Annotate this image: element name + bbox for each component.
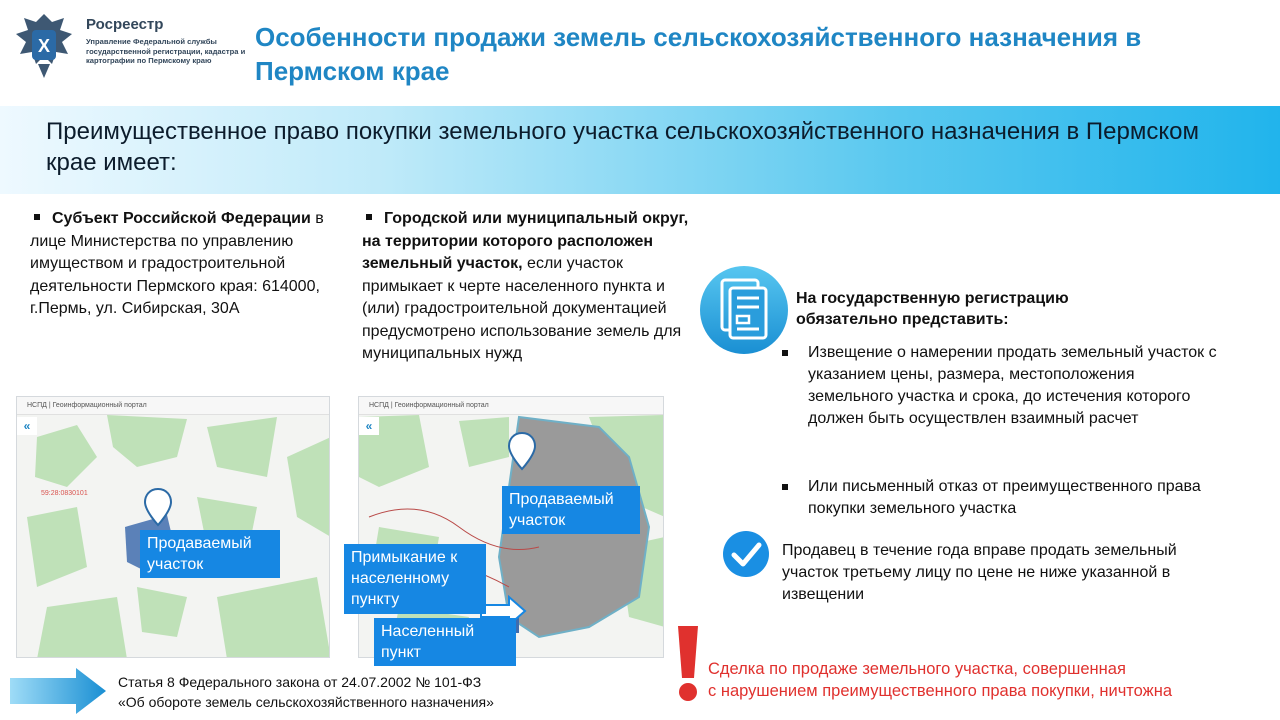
law-reference bbox=[118, 672, 638, 712]
law-reference-line-1: Статья 8 Федерального закона от 24.07.2002 № 101-ФЗ bbox=[118, 674, 482, 690]
registration-item-notice bbox=[782, 342, 1222, 430]
municipal-bold: Городской или муниципальный округ, на территории которого расположен земельный участок, bbox=[362, 210, 689, 272]
map-1-sale-label: Продаваемый участок bbox=[140, 530, 280, 578]
warning-line-2: с нарушением преимущественного права покупки, ничтожна bbox=[708, 682, 1172, 700]
subject-rf-bold: Субъект Российской Федерации bbox=[52, 210, 311, 227]
municipal-text: если участок примыкает к черте населенного пункта и (или) градостроительной документацией предусмотрено использование земель для муниципальных нужд bbox=[362, 255, 682, 362]
registration-item-text: Или письменный отказ от преимущественного права покупки земельного участка bbox=[808, 478, 1201, 517]
seller-text: Продавец в течение года вправе продать земельный участок третьему лицу по цене не ниже указанной в извещении bbox=[782, 542, 1177, 603]
warning-text bbox=[708, 658, 1268, 702]
map-2-pin-icon bbox=[507, 431, 537, 471]
map-1-pin-icon bbox=[143, 487, 173, 527]
registration-title: На государственную регистрацию обязательно представить: bbox=[796, 290, 1069, 328]
municipal-block bbox=[362, 208, 692, 366]
map-2-sale-label: Продаваемый участок bbox=[502, 486, 640, 534]
bullet-icon bbox=[366, 214, 372, 220]
arrow-right-icon bbox=[10, 668, 106, 714]
warning-line-1: Сделка по продаже земельного участка, совершенная bbox=[708, 660, 1126, 678]
bullet-icon bbox=[34, 214, 40, 220]
law-reference-line-2: «Об обороте земель сельскохозяйственного назначения» bbox=[118, 694, 494, 710]
map-2-collapse-button[interactable]: « bbox=[359, 417, 379, 435]
svg-text:Х: Х bbox=[37, 36, 51, 56]
map-2-portal-bar: НСПД | Геоинформационный портал bbox=[359, 397, 663, 415]
org-name: Росреестр bbox=[86, 16, 164, 33]
map-2-settlement-label: Населенный пункт bbox=[374, 618, 516, 666]
registration-item-text: Извещение о намерении продать земельный участок с указанием цены, размера, местоположения земельного участка и срока, до истечения которого должен быть осуществлен взаимный расчет bbox=[808, 344, 1217, 427]
map-1 bbox=[16, 396, 330, 658]
map-1-canvas bbox=[17, 397, 330, 658]
registration-item-refusal bbox=[782, 476, 1222, 520]
bullet-icon bbox=[782, 484, 788, 490]
banner-text: Преимущественное право покупки земельного участка сельскохозяйственного назначения в Пермском крае имеет: bbox=[46, 118, 1199, 176]
page-title: Особенности продажи земель сельскохозяйственного назначения в Пермском крае bbox=[255, 22, 1142, 86]
subject-rf-text: в лице Министерства по управлению имуществом и градостроительной деятельности Пермского края: 614000, г.Пермь, ул. Сибирская, 30А bbox=[30, 210, 324, 317]
map-2-adjacent-label: Примыкание к населенному пункту bbox=[344, 544, 486, 614]
rosreestr-emblem-icon bbox=[12, 8, 76, 82]
documents-icon bbox=[700, 266, 788, 354]
map-1-portal-bar: НСПД | Геоинформационный портал bbox=[17, 397, 329, 415]
map-1-cadastral-number: 59:28:0830101 bbox=[41, 490, 88, 497]
subject-rf-block bbox=[30, 208, 350, 321]
bullet-icon bbox=[782, 350, 788, 356]
org-subtitle: Управление Федеральной службы государственной регистрации, кадастра и картографии по Пермскому краю bbox=[86, 37, 246, 66]
exclamation-icon bbox=[672, 622, 704, 704]
checkmark-icon bbox=[722, 530, 770, 578]
map-1-collapse-button[interactable]: « bbox=[17, 417, 37, 435]
